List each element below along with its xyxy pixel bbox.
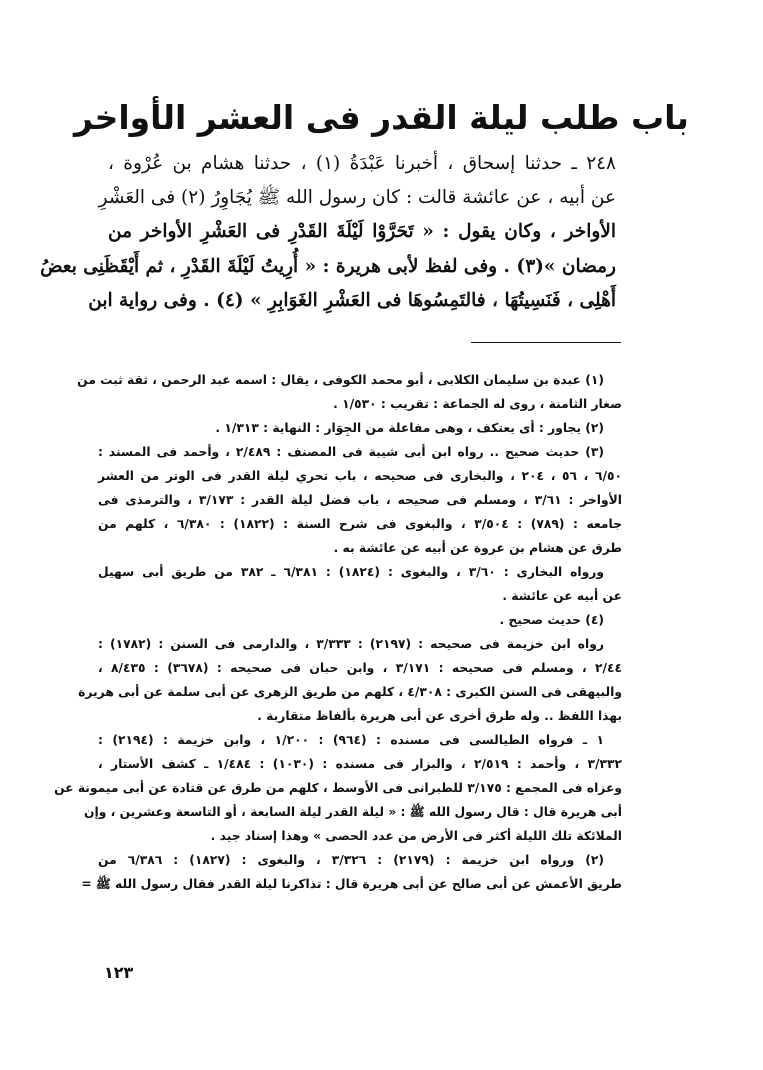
footnote-line: أبى هريرة قال : قال رسول الله ﷺ : « ليلة القدر ليلة السابعة ، أو التاسعة وعشرين ، وإن bbox=[84, 805, 622, 819]
main-text-line: رمضان »(٣) . وفى لفظ لأبى هريرة : « أُرِيتُ لَيْلَةَ القَدْرِ ، ثم أَيْقَظَنِى بعضُ bbox=[40, 255, 616, 277]
footnote-line: ٣/٣٣٢ ، وأحمد : ٢/٥١٩ ، والبزار فى مسنده : (١٠٣٠) : ١/٤٨٤ ـ كشف الأستار ، bbox=[98, 757, 622, 771]
footnote-line: الأواخر : ٣/٦١ ، ومسلم فى صحيحه ، باب فضل ليلة القدر : ٣/١٧٣ ، والترمذى فى bbox=[98, 493, 623, 507]
footnote-line: الملائكة تلك الليلة أكثر فى الأرض من عدد الحصى » وهذا إسناد جيد . bbox=[210, 829, 622, 843]
footnote-line: جامعه : (٧٨٩) : ٣/٥٠٤ ، والبغوى فى شرح السنة : (١٨٢٢) : ٦/٣٨٠ ، كلهم من bbox=[98, 517, 622, 531]
main-text-line: ٢٤٨ ـ حدثنا إسحاق ، أخبرنا عَبْدَةُ (١) ، حدثنا هشام بن عُرْوة ، bbox=[108, 153, 616, 174]
main-text-line: أَهْلِى ، فَنَسِيتُهَا ، فالتَمِسُوهَا فى العَشْرِ الغَوَابِرِ » (٤) . وفى رواية ابن bbox=[88, 289, 616, 311]
footnote-line: والبيهقى فى السنن الكبرى : ٤/٣٠٨ ، كلهم من طريق الزهرى عن أبى سلمة عن أبى هريرة bbox=[78, 685, 622, 699]
footnote-line: (٢) يجاور : أى يعتكف ، وهى مفاعلة من الجِوَار : النهاية : ١/٣١٣ . bbox=[215, 421, 604, 435]
footnote-separator bbox=[471, 342, 621, 343]
footnote-line: صغار الثامنة ، روى له الجماعة : تقريب : ١/٥٣٠ . bbox=[333, 397, 622, 411]
footnote-line: (١) عبدة بن سليمان الكلابى ، أبو محمد الكوفى ، يقال : اسمه عبد الرحمن ، ثقة ثبت من bbox=[77, 373, 604, 387]
main-text-line: الأواخر ، وكان يقول : « تَحَرَّوْا لَيْلَةَ القَدْرِ فى العَشْرِ الأواخر من bbox=[108, 221, 616, 243]
footnotes bbox=[54, 368, 623, 896]
footnote-line: (٢) ورواه ابن خزيمة : (٢١٧٩) : ٣/٣٢٦ ، والبغوى : (١٨٢٧) : ٦/٣٨٦ من bbox=[98, 853, 605, 867]
footnote-line: (٤) حديث صحيح . bbox=[499, 613, 604, 627]
footnote-line: بهذا اللفظ .. وله طرق أخرى عن أبى هريرة بألفاظ متقاربة . bbox=[257, 709, 622, 723]
footnote-line: طرق عن هشام بن عروة عن أبيه عن عائشة به . bbox=[333, 541, 622, 555]
footnote-line: ٦/٥٠ ، ٥٦ ، ٢٠٤ ، والبخارى فى صحيحه ، باب تحري ليلة القدر فى الوتر من العشر bbox=[98, 469, 623, 483]
footnote-line: (٣) حديث صحيح .. رواه ابن أبى شيبة فى المصنف : ٢/٤٨٩ ، وأحمد فى المسند : bbox=[98, 445, 604, 459]
chapter-title: باب طلب ليلة القدر فى العشر الأواخر bbox=[74, 98, 689, 137]
footnote-line: ١ ـ فرواه الطيالسى فى مسنده : (٩٦٤) : ١/٢٠٠ ، وابن خزيمة : (٢١٩٤) : bbox=[98, 733, 604, 747]
footnote-line: ٢/٤٤ ، ومسلم فى صحيحه : ٣/١٧١ ، وابن حبان فى صحيحه : (٣٦٧٨) : ٨/٤٣٥ ، bbox=[98, 661, 623, 675]
footnote-line: طريق الأعمش عن أبى صالح عن أبى هريرة قال : تذاكرنا ليلة القدر فقال رسول الله ﷺ = bbox=[81, 877, 622, 891]
footnote-line: رواه ابن خزيمة فى صحيحه : (٢١٩٧) : ٣/٣٣٣ ، والدارمى فى السنن : (١٧٨٢) : bbox=[98, 637, 604, 651]
page-number: ١٢٣ bbox=[104, 963, 134, 982]
main-text-line: عن أبيه ، عن عائشة قالت : كان رسول الله ﷺ يُجَاوِرُ (٢) فى العَشْرِ bbox=[98, 187, 616, 209]
footnote-line: ورواه البخارى : ٣/٦٠ ، والبغوى : (١٨٢٤) : ٦/٣٨١ ـ ٣٨٢ من طريق أبى سهيل bbox=[98, 565, 605, 579]
main-text bbox=[40, 147, 616, 318]
footnote-line: وعزاه فى المجمع : ٣/١٧٥ للطبرانى فى الأوسط ، كلهم من طرق عن قتادة عن أبى ميمونة عن bbox=[54, 781, 622, 795]
footnote-line: عن أبيه عن عائشة . bbox=[502, 589, 622, 603]
